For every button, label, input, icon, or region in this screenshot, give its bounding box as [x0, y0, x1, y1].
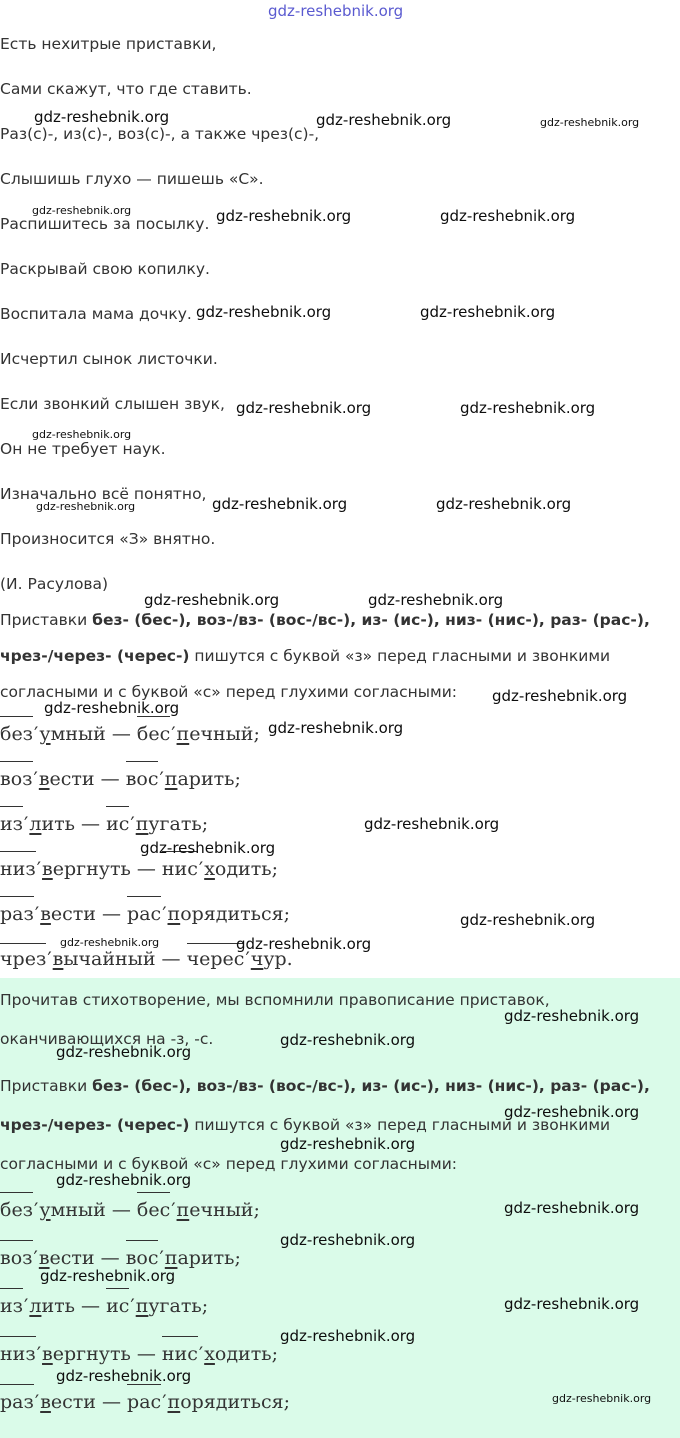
rule-prefixes-2: чрез-/через- (черес-): [0, 1116, 190, 1134]
poem-author: (И. Расулова): [0, 575, 109, 593]
watermark: gdz-reshebnik.org: [212, 495, 348, 513]
watermark: gdz-reshebnik.org: [492, 687, 628, 705]
answer-line-1: Прочитав стихотворение, мы вспомнили правописание приставок,: [0, 991, 550, 1009]
rule-prefixes-2: чрез-/через- (черес-): [0, 647, 190, 665]
watermark: gdz-reshebnik.org: [316, 111, 452, 129]
watermark: gdz-reshebnik.org: [280, 1135, 416, 1153]
poem-line: Слышишь глухо — пишешь «С».: [0, 170, 264, 188]
watermark: gdz-reshebnik.org: [268, 2, 404, 20]
watermark: gdz-reshebnik.org: [56, 1367, 192, 1385]
watermark: gdz-reshebnik.org: [280, 1031, 416, 1049]
rule-line-2: [0, 646, 610, 666]
word-pair: воз′вести — вос′парить;: [0, 768, 241, 790]
word-pair: раз′вести — рас′порядиться;: [0, 903, 291, 925]
word-pair: низ′вергнуть — нис′ходить;: [0, 858, 278, 880]
rule-intro: Приставки: [0, 1077, 93, 1095]
watermark: gdz-reshebnik.org: [60, 936, 160, 949]
poem-line: Раскрывай свою копилку.: [0, 260, 210, 278]
poem-line: Если звонкий слышен звук,: [0, 395, 225, 413]
rule-line-3: согласными и с буквой «с» перед глухими согласными:: [0, 1155, 458, 1173]
watermark: gdz-reshebnik.org: [236, 399, 372, 417]
watermark: gdz-reshebnik.org: [420, 303, 556, 321]
watermark: gdz-reshebnik.org: [196, 303, 332, 321]
word-pair: воз′вести — вос′парить;: [0, 1247, 241, 1269]
rule-prefixes: без- (бес-), воз-/вз- (вос-/вс-), из- (ис-), низ- (нис-), раз- (рас-),: [92, 1077, 650, 1095]
poem-line: Распишитесь за посылку.: [0, 215, 210, 233]
poem-line: Сами скажут, что где ставить.: [0, 80, 252, 98]
rule-line-1: [0, 610, 650, 630]
watermark: gdz-reshebnik.org: [440, 207, 576, 225]
watermark: gdz-reshebnik.org: [460, 399, 596, 417]
rule-line-3: согласными и с буквой «с» перед глухими согласными:: [0, 683, 458, 701]
watermark: gdz-reshebnik.org: [552, 1392, 652, 1405]
watermark: gdz-reshebnik.org: [504, 1295, 640, 1313]
watermark: gdz-reshebnik.org: [436, 495, 572, 513]
poem-line: Воспитала мама дочку.: [0, 305, 192, 323]
rule-text: пишутся с буквой «з» перед гласными и звонкими: [189, 647, 611, 665]
watermark: gdz-reshebnik.org: [44, 699, 180, 717]
watermark: gdz-reshebnik.org: [280, 1327, 416, 1345]
answer-line-2: оканчивающихся на -з, -с.: [0, 1030, 214, 1048]
poem-line: Изначально всё понятно,: [0, 485, 207, 503]
watermark: gdz-reshebnik.org: [56, 1043, 192, 1061]
watermark: gdz-reshebnik.org: [504, 1007, 640, 1025]
watermark: gdz-reshebnik.org: [34, 108, 170, 126]
watermark: gdz-reshebnik.org: [268, 719, 404, 737]
watermark: gdz-reshebnik.org: [216, 207, 352, 225]
word-pair: низ′вергнуть — нис′ходить;: [0, 1343, 278, 1365]
word-pair: из′лить — ис′пугать;: [0, 1295, 209, 1317]
word-pair: без′умный — бес′печный;: [0, 1199, 260, 1221]
watermark: gdz-reshebnik.org: [460, 911, 596, 929]
watermark: gdz-reshebnik.org: [280, 1231, 416, 1249]
poem-line: Исчертил сынок листочки.: [0, 350, 218, 368]
rule-intro: Приставки: [0, 611, 93, 629]
rule-prefixes: без- (бес-), воз-/вз- (вос-/вс-), из- (ис-), низ- (нис-), раз- (рас-),: [92, 611, 650, 629]
poem-line: Раз(с)-, из(с)-, воз(с)-, а также чрез(с)-,: [0, 125, 320, 143]
watermark: gdz-reshebnik.org: [36, 500, 136, 513]
watermark: gdz-reshebnik.org: [32, 204, 132, 217]
watermark: gdz-reshebnik.org: [32, 428, 132, 441]
poem-line: Произносится «З» внятно.: [0, 530, 216, 548]
rule-line-1: [0, 1076, 650, 1096]
watermark: gdz-reshebnik.org: [368, 591, 504, 609]
word-pair: раз′вести — рас′порядиться;: [0, 1391, 291, 1413]
watermark: gdz-reshebnik.org: [140, 839, 276, 857]
watermark: gdz-reshebnik.org: [56, 1171, 192, 1189]
watermark: gdz-reshebnik.org: [364, 815, 500, 833]
poem-line: Есть нехитрые приставки,: [0, 35, 217, 53]
watermark: gdz-reshebnik.org: [504, 1103, 640, 1121]
poem-line: Он не требует наук.: [0, 440, 166, 458]
word-pair: чрез′вычайный — черес′чур.: [0, 948, 293, 970]
watermark: gdz-reshebnik.org: [144, 591, 280, 609]
rule-text: пишутся с буквой «з» перед гласными и звонкими: [189, 1116, 611, 1134]
watermark: gdz-reshebnik.org: [236, 935, 372, 953]
watermark: gdz-reshebnik.org: [40, 1267, 176, 1285]
word-pair: из′лить — ис′пугать;: [0, 813, 209, 835]
word-pair: без′умный — бес′печный;: [0, 723, 260, 745]
watermark: gdz-reshebnik.org: [540, 116, 640, 129]
watermark: gdz-reshebnik.org: [504, 1199, 640, 1217]
